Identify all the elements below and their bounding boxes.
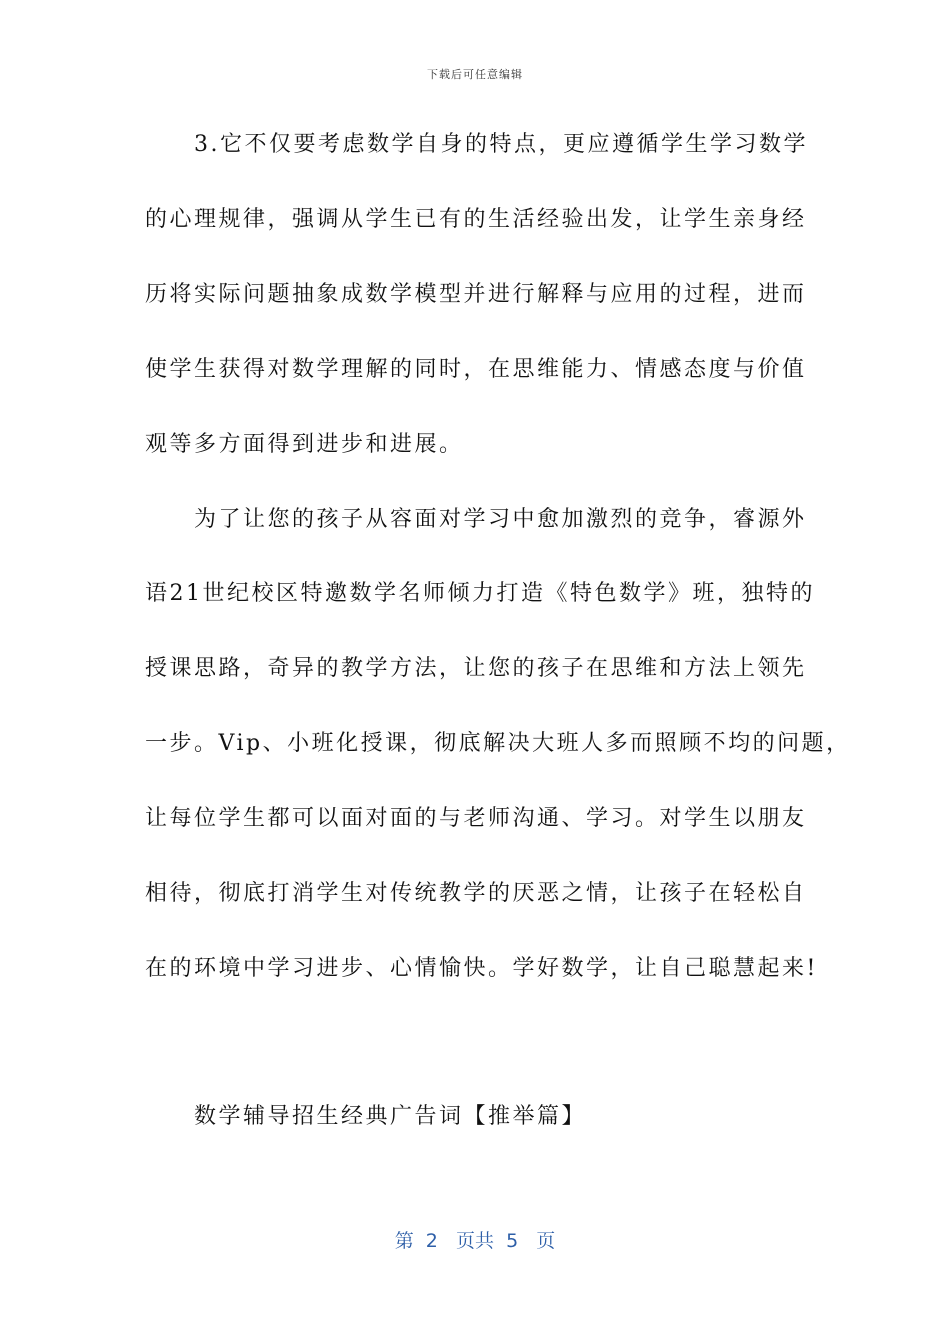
paragraph-line: 的心理规律，强调从学生已有的生活经验出发，让学生亲身经 xyxy=(145,207,807,232)
paragraph-line: 授课思路，奇异的教学方法，让您的孩子在思维和方法上领先 xyxy=(145,656,807,681)
page-header: 下载后可任意编辑 xyxy=(427,68,523,81)
paragraph-line: 让每位学生都可以面对面的与老师沟通、学习。对学生以朋友 xyxy=(145,806,807,831)
paragraph-line: 语21世纪校区特邀数学名师倾力打造《特色数学》班，独特的 xyxy=(145,581,815,606)
paragraph-line: 相待，彻底打消学生对传统教学的厌恶之情，让孩子在轻松自 xyxy=(145,881,807,906)
paragraph-line: 观等多方面得到进步和进展。 xyxy=(145,432,464,457)
paragraph-line: 为了让您的孩子从容面对学习中愈加激烈的竞争，睿源外 xyxy=(145,507,807,532)
section-heading-text: 数学辅导招生经典广告词【推举篇】 xyxy=(145,1104,587,1129)
paragraph-line: 历将实际问题抽象成数学模型并进行解释与应用的过程，进而 xyxy=(145,282,807,307)
paragraph-line: 一步。Vip、小班化授课，彻底解决大班人多而照顾不均的问题， xyxy=(145,731,851,756)
paragraph-line: 使学生获得对数学理解的同时，在思维能力、情感态度与价值 xyxy=(145,357,807,382)
paragraph-line: 3.它不仅要考虑数学自身的特点，更应遵循学生学习数学 xyxy=(145,132,808,157)
paragraph-line: 在的环境中学习进步、心情愉快。学好数学，让自己聪慧起来! xyxy=(145,956,818,981)
page-number-footer: 第 2 页共 5 页 xyxy=(394,1230,556,1252)
